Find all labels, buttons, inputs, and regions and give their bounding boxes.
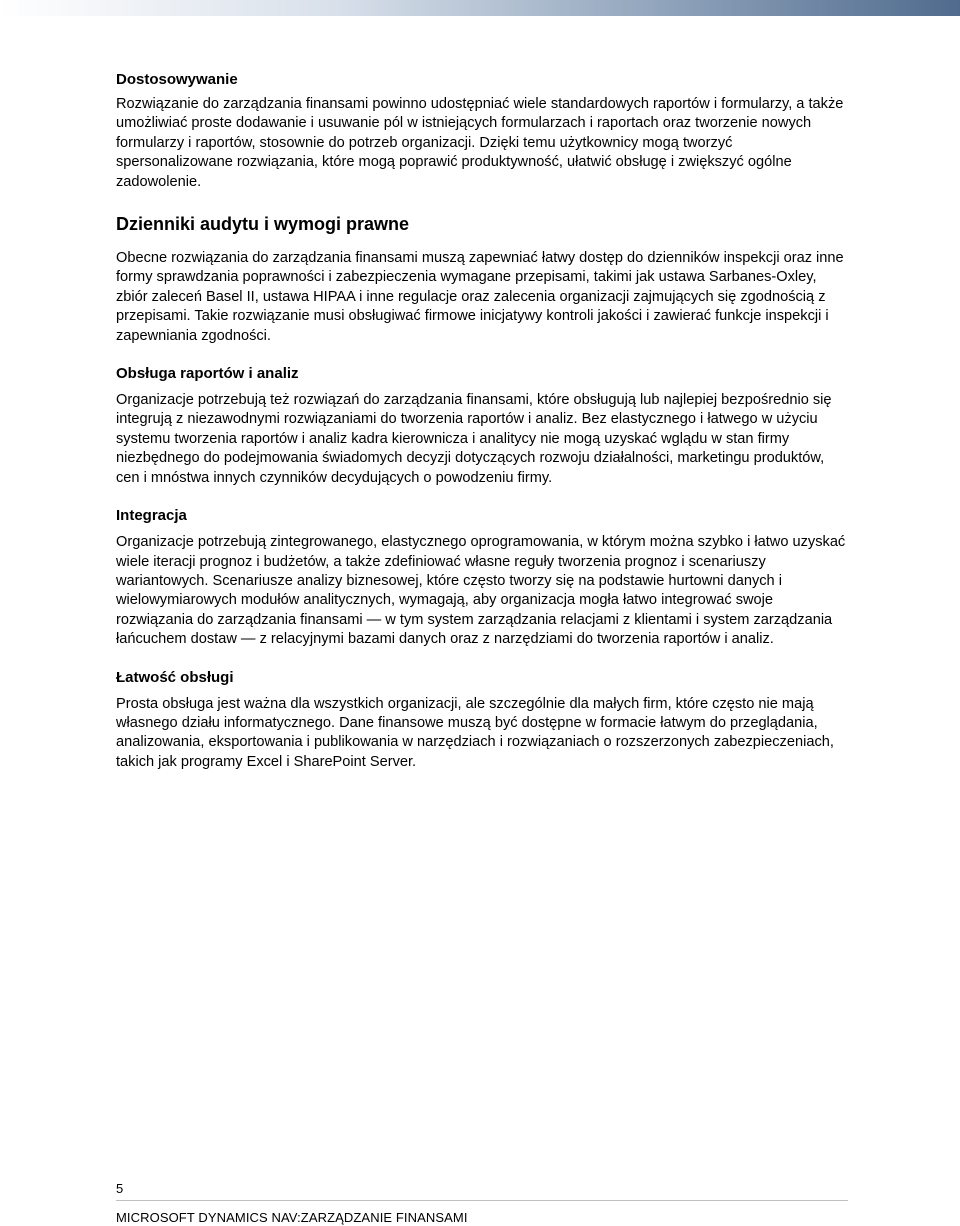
section-heading-audit: Dzienniki audytu i wymogi prawne [116,214,410,235]
section-body-reporting: Organizacje potrzebują też rozwiązań do zarządzania finansami, które obsługują lub najlepiej bezpośrednio się integrują z niezawodnymi rozwiązaniami do tworzenia raportów i analiz. Bez elastycznego i łatwego w użyciu systemu tworzenia raportów i analiz kadra kierownicza i analitycy nie mogą uzyskać wglądu w stan firmy niezbędnego do podejmowania świadomych decyzji dotyczących rozwoju działalności, marketingu produktów, cen i mnóstwa innych czynników decydujących o powodzeniu firmy. [116,392,832,486]
header-gradient-bar [0,0,960,16]
footer-divider [116,1200,848,1201]
section-body-ease-of-use: Prosta obsługa jest ważna dla wszystkich organizacji, ale szczególnie dla małych firm, które często nie mają własnego działu informatycznego. Dane finansowe muszą być dostępne w formacie łatwym do przeglądania, analizowania, eksportowania i publikowania w narzędziach i rozwiązaniach o rozszerzonych zabezpieczeniach, takich jak programy Excel i SharePoint Server. [116,695,834,770]
footer-title: MICROSOFT DYNAMICS NAV:ZARZĄDZANIE FINANSAMI [116,1210,468,1225]
section-heading-integration: Integracja [116,507,187,525]
section-body-customization: Rozwiązanie do zarządzania finansami powinno udostępniać wiele standardowych raportów i formularzy, a także umożliwiać proste dodawanie i usuwanie pól w istniejących formularzach i raportach oraz tworzenie nowych formularzy i raportów, stosownie do potrzeb organizacji. Dzięki temu użytkownicy mogą tworzyć spersonalizowane rozwiązania, które mogą poprawić produktywność, ułatwić obsługę i zwiększyć ogólne zadowolenie. [116,96,844,190]
page-number: 5 [116,1181,124,1196]
section-heading-reporting: Obsługa raportów i analiz [116,365,299,383]
section-body-audit: Obecne rozwiązania do zarządzania finansami muszą zapewniać łatwy dostęp do dzienników inspekcji oraz inne formy sprawdzania poprawności i zabezpieczenia wymagane przepisami, takimi jak ustawa Sarbanes-Oxley, zbiór zaleceń Basel II, ustawa HIPAA i inne regulacje oraz zalecenia organizacji zajmujących się zgodnością z przepisami. Takie rozwiązanie musi obsługiwać firmowe inicjatywy kontroli jakości i zawierać funkcje inspekcji i zapewniania zgodności. [116,250,844,344]
section-heading-ease-of-use: Łatwość obsługi [116,668,234,686]
document-body [116,70,848,772]
section-heading-customization: Dostosowywanie [116,71,238,88]
section-body-integration: Organizacje potrzebują zintegrowanego, elastycznego oprogramowania, w którym można szybko i łatwo uzyskać wiele iteracji prognoz i budżetów, a także zdefiniować własne reguły tworzenia prognoz i scenariuszy wariantowych. Scenariusze analizy biznesowej, które często tworzy się na podstawie hurtowni danych i wielowymiarowych modułów analitycznych, wymagają, aby organizacja mogła łatwo integrować swoje rozwiązania do zarządzania finansami — w tym system zarządzania relacjami z klientami i system zarządzania łańcuchem dostaw — z relacyjnymi bazami danych oraz z narzędziami do tworzenia raportów i analiz. [116,534,846,648]
